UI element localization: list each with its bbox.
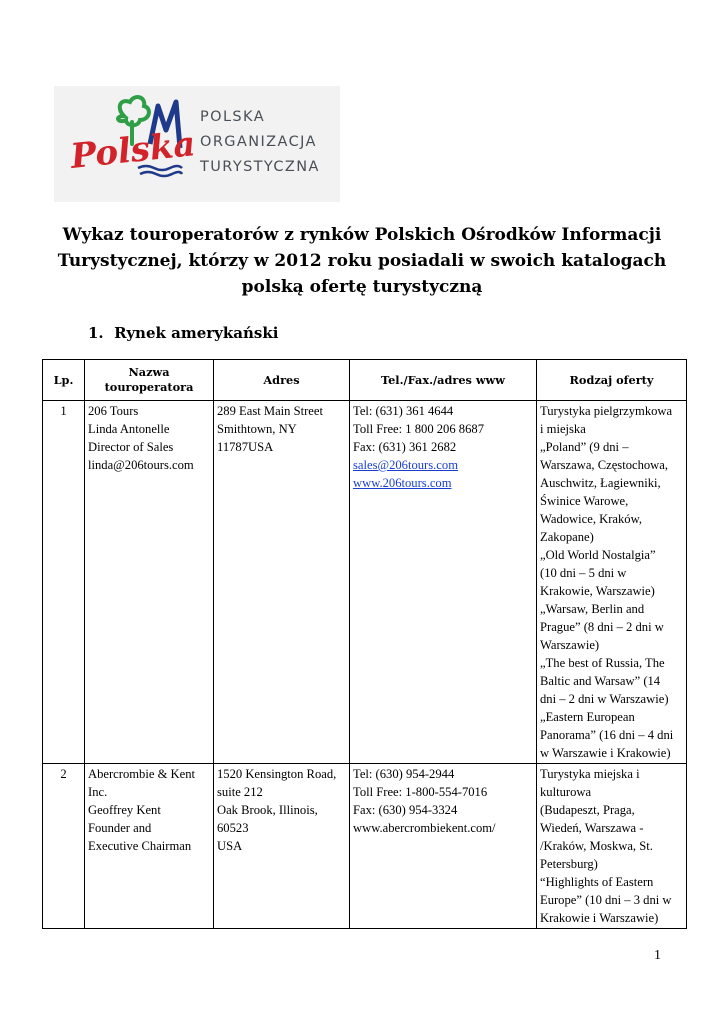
name-line: Geoffrey Kent — [88, 803, 161, 817]
offer-line: kulturowa — [540, 785, 592, 799]
address-line: Oak Brook, Illinois, — [217, 803, 318, 817]
contact-line: www.abercrombiekent.com/ — [353, 821, 496, 835]
address-line: Smithtown, NY — [217, 422, 297, 436]
address-line: 60523 — [217, 821, 249, 835]
offer-line: Warszawie) — [540, 638, 600, 652]
address-line: suite 212 — [217, 785, 263, 799]
polska-logo-graphic — [54, 86, 204, 202]
cell-contact — [350, 764, 537, 929]
logo-line-1: POLSKA — [200, 109, 266, 125]
offer-line: „Old World Nostalgia” — [540, 548, 656, 562]
offer-line: “Highlights of Eastern — [540, 875, 654, 889]
section-heading — [88, 324, 278, 342]
offer-line: Panorama” (16 dni – 4 dni — [540, 728, 674, 742]
offer-line: Turystyka pielgrzymkowa — [540, 404, 673, 418]
cell-offer — [537, 401, 687, 764]
name-line: Linda Antonelle — [88, 422, 170, 436]
name-line: Founder and — [88, 821, 152, 835]
header-name — [85, 360, 214, 401]
offer-line: Baltic and Warsaw” (14 — [540, 674, 661, 688]
website-link[interactable]: www.206tours.com — [353, 476, 452, 490]
offer-line: „Eastern European — [540, 710, 635, 724]
offer-line: „Warsaw, Berlin and — [540, 602, 645, 616]
contact-line: Fax: (631) 361 2682 — [353, 440, 457, 454]
page-number: 1 — [654, 948, 661, 963]
logo-org-name — [200, 105, 320, 180]
cell-address — [214, 764, 350, 929]
contact-line: Tel: (630) 954-2944 — [353, 767, 455, 781]
header-offer: Rodzaj oferty — [537, 360, 687, 401]
offer-line: Świnice Warowe, — [540, 494, 629, 508]
address-line: 1520 Kensington Road, — [217, 767, 337, 781]
touroperators-table — [42, 359, 687, 929]
header-name-line-1: Nazwa — [128, 365, 170, 379]
offer-line: Europe” (10 dni – 3 dni w — [540, 893, 672, 907]
offer-line: w Warszawie i Krakowie) — [540, 746, 671, 760]
cell-name — [85, 764, 214, 929]
cell-lp: 2 — [43, 764, 85, 929]
contact-line: Toll Free: 1-800-554-7016 — [353, 785, 488, 799]
name-line: Executive Chairman — [88, 839, 192, 853]
header-name-line-2: touroperatora — [104, 380, 194, 394]
address-line: 11787USA — [217, 440, 274, 454]
name-line: 206 Tours — [88, 404, 139, 418]
offer-line: Zakopane) — [540, 530, 594, 544]
logo-wordmark: Polska — [68, 124, 198, 177]
offer-line: Turystyka miejska i — [540, 767, 640, 781]
cell-contact — [350, 401, 537, 764]
offer-line: Warszawa, Częstochowa, — [540, 458, 669, 472]
address-line: 289 East Main Street — [217, 404, 323, 418]
header-lp: Lp. — [43, 360, 85, 401]
offer-line: (Budapeszt, Praga, — [540, 803, 635, 817]
offer-line: Petersburg) — [540, 857, 598, 871]
offer-line: /Kraków, Moskwa, St. — [540, 839, 653, 853]
offer-line: Prague” (8 dni – 2 dni w — [540, 620, 664, 634]
contact-line: Fax: (630) 954-3324 — [353, 803, 458, 817]
table-header-row — [43, 360, 687, 401]
section-number: 1. — [88, 324, 104, 342]
cell-offer — [537, 764, 687, 929]
title-line-1: Wykaz touroperatorów z rynków Polskich Ośrodków Informacji — [62, 225, 662, 245]
address-line: USA — [217, 839, 243, 853]
cell-lp: 1 — [43, 401, 85, 764]
name-line: Director of Sales — [88, 440, 174, 454]
offer-line: Krakowie i Warszawie) — [540, 911, 659, 925]
offer-line: Krakowie, Warszawie) — [540, 584, 655, 598]
offer-line: Wadowice, Kraków, — [540, 512, 643, 526]
header-address: Adres — [214, 360, 350, 401]
contact-line: Toll Free: 1 800 206 8687 — [353, 422, 484, 436]
offer-line: „Poland” (9 dni – — [540, 440, 629, 454]
table-row — [43, 401, 687, 764]
cell-name — [85, 401, 214, 764]
logo-line-2: ORGANIZACJA — [200, 134, 317, 150]
offer-line: dni – 2 dni w Warszawie) — [540, 692, 669, 706]
name-line: Abercrombie & Kent — [88, 767, 196, 781]
offer-line: (10 dni – 5 dni w — [540, 566, 627, 580]
logo-line-3: TURYSTYCZNA — [200, 159, 320, 175]
cell-address — [214, 401, 350, 764]
name-line: linda@206tours.com — [88, 458, 194, 472]
document-title — [40, 222, 684, 300]
contact-line: Tel: (631) 361 4644 — [353, 404, 454, 418]
title-line-3: polską ofertę turystyczną — [241, 277, 483, 297]
email-link[interactable]: sales@206tours.com — [353, 458, 458, 472]
offer-line: „The best of Russia, The — [540, 656, 665, 670]
header-contact: Tel./Fax./adres www — [350, 360, 537, 401]
offer-line: Wiedeń, Warszawa - — [540, 821, 644, 835]
section-title: Rynek amerykański — [114, 324, 279, 342]
offer-line: Auschwitz, Łagiewniki, — [540, 476, 661, 490]
table-row — [43, 764, 687, 929]
title-line-2: Turystycznej, którzy w 2012 roku posiadali w swoich katalogach — [57, 251, 667, 271]
name-line: Inc. — [88, 785, 108, 799]
offer-line: i miejska — [540, 422, 586, 436]
